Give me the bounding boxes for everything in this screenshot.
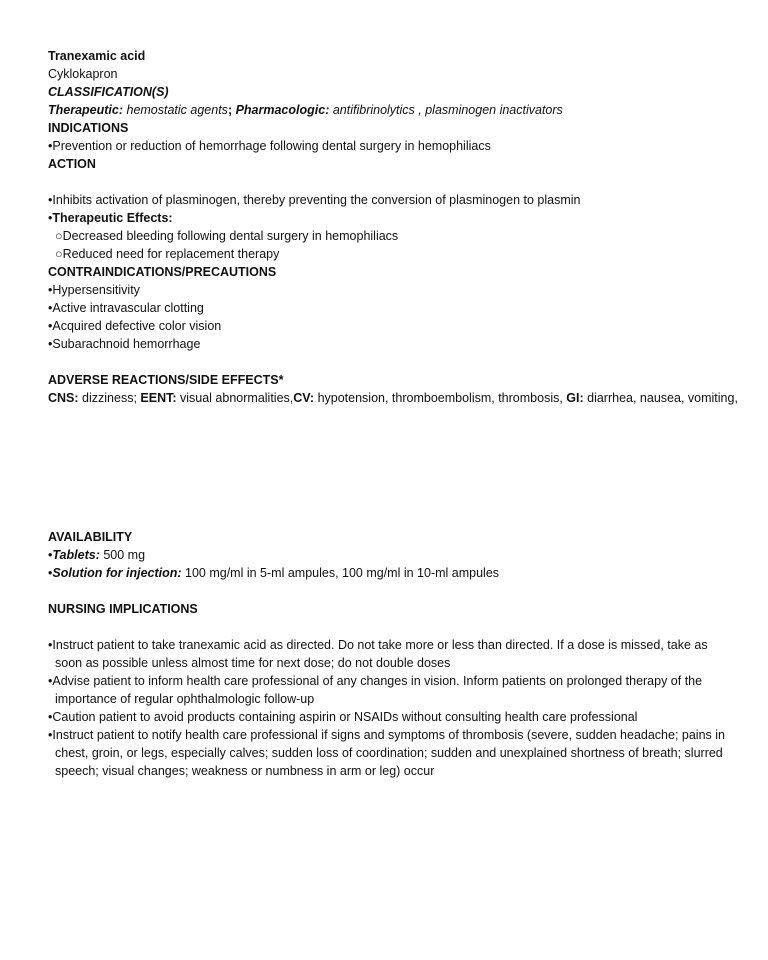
bullet-icon: • [48,319,53,333]
classification-separator: ; [227,103,236,117]
pharmacologic-label: Pharmacologic: [235,103,330,117]
bullet-icon: • [48,193,53,207]
pharmacologic-value: antifibrinolytics , plasminogen inactivators [329,103,563,117]
nursing-item: •Caution patient to avoid products containing aspirin or NSAIDs without consulting health care professional [48,710,638,724]
effect-sub-item: ○Decreased bleeding following dental surgery in hemophiliacs [55,229,399,243]
circle-bullet-icon: ○ [55,247,63,261]
nursing-item: •Instruct patient to take tranexamic acid as directed. Do not take more or less than directed. If a dose is missed, take as soon as possible unless almost time for next dose; do not double doses [48,638,708,670]
cv-label: CV: [293,391,315,405]
bullet-icon: • [48,139,53,153]
cns-label: CNS: [48,391,79,405]
availability-item: •Tablets: 500 mg [48,548,146,562]
spacer [48,582,738,600]
spacer [48,618,738,636]
therapeutic-effects [48,209,738,227]
nursing-item: •Instruct patient to notify health care professional if signs and symptoms of thrombosis (severe, sudden headache; pains in chest, groin, or legs, especially calves; sudden loss of coordination; sudden and unexplained shortness of breath; slurred speech; visual changes; weakness or numbness in arm or leg) occur [48,728,725,778]
bullet-icon: • [48,283,53,297]
gi-label: GI: [566,391,584,405]
classification-heading: CLASSIFICATION(S) [48,85,169,99]
contraindication-item: •Hypersensitivity [48,283,140,297]
bullet-icon: • [48,674,53,688]
indication-item: •Prevention or reduction of hemorrhage following dental surgery in hemophiliacs [48,139,491,153]
adverse-heading: ADVERSE REACTIONS/SIDE EFFECTS* [48,373,284,387]
bullet-icon: • [48,728,53,742]
nursing-heading: NURSING IMPLICATIONS [48,602,198,616]
document-content [48,47,738,780]
brand-name: Cyklokapron [48,67,118,81]
availability-heading: AVAILABILITY [48,530,133,544]
spacer [48,407,738,528]
generic-name: Tranexamic acid [48,49,146,63]
contraindication-item: •Active intravascular clotting [48,301,204,315]
effect-sub-item: ○Reduced need for replacement therapy [55,247,280,261]
therapeutic-label: Therapeutic: [48,103,124,117]
circle-bullet-icon: ○ [55,229,63,243]
eent-label: EENT: [140,391,177,405]
adverse-effects-text: CNS: dizziness; EENT: visual abnormalities,CV: hypotension, thromboembolism, thrombosis, GI: diarrhea, nausea, vomiting, [48,391,738,405]
bullet-icon: • [48,337,53,351]
contraindications-heading: CONTRAINDICATIONS/PRECAUTIONS [48,265,277,279]
nursing-item: •Advise patient to inform health care professional of any changes in vision. Inform patients on prolonged therapy of the importance of regular ophthalmologic follow-up [48,674,703,706]
bullet-icon: • [48,638,53,652]
bullet-icon: • [48,710,53,724]
action-heading: ACTION [48,157,96,171]
therapeutic-effects-label: Therapeutic Effects: [52,211,173,225]
spacer [48,353,738,371]
bullet-icon: • [48,301,53,315]
action-item: •Inhibits activation of plasminogen, thereby preventing the conversion of plasminogen to plasmin [48,193,581,207]
classification-line [48,101,738,119]
availability-item: •Solution for injection: 100 mg/ml in 5-ml ampules, 100 mg/ml in 10-ml ampules [48,566,500,580]
therapeutic-value: hemostatic agents [123,103,228,117]
bullet-icon: • [48,566,53,580]
contraindication-item: •Acquired defective color vision [48,319,222,333]
bullet-icon: • [48,548,53,562]
contraindication-item: •Subarachnoid hemorrhage [48,337,201,351]
injection-label: Solution for injection: [52,566,182,580]
tablets-label: Tablets: [52,548,100,562]
indications-heading: INDICATIONS [48,121,129,135]
spacer [48,173,738,191]
bullet-icon: • [48,211,53,225]
